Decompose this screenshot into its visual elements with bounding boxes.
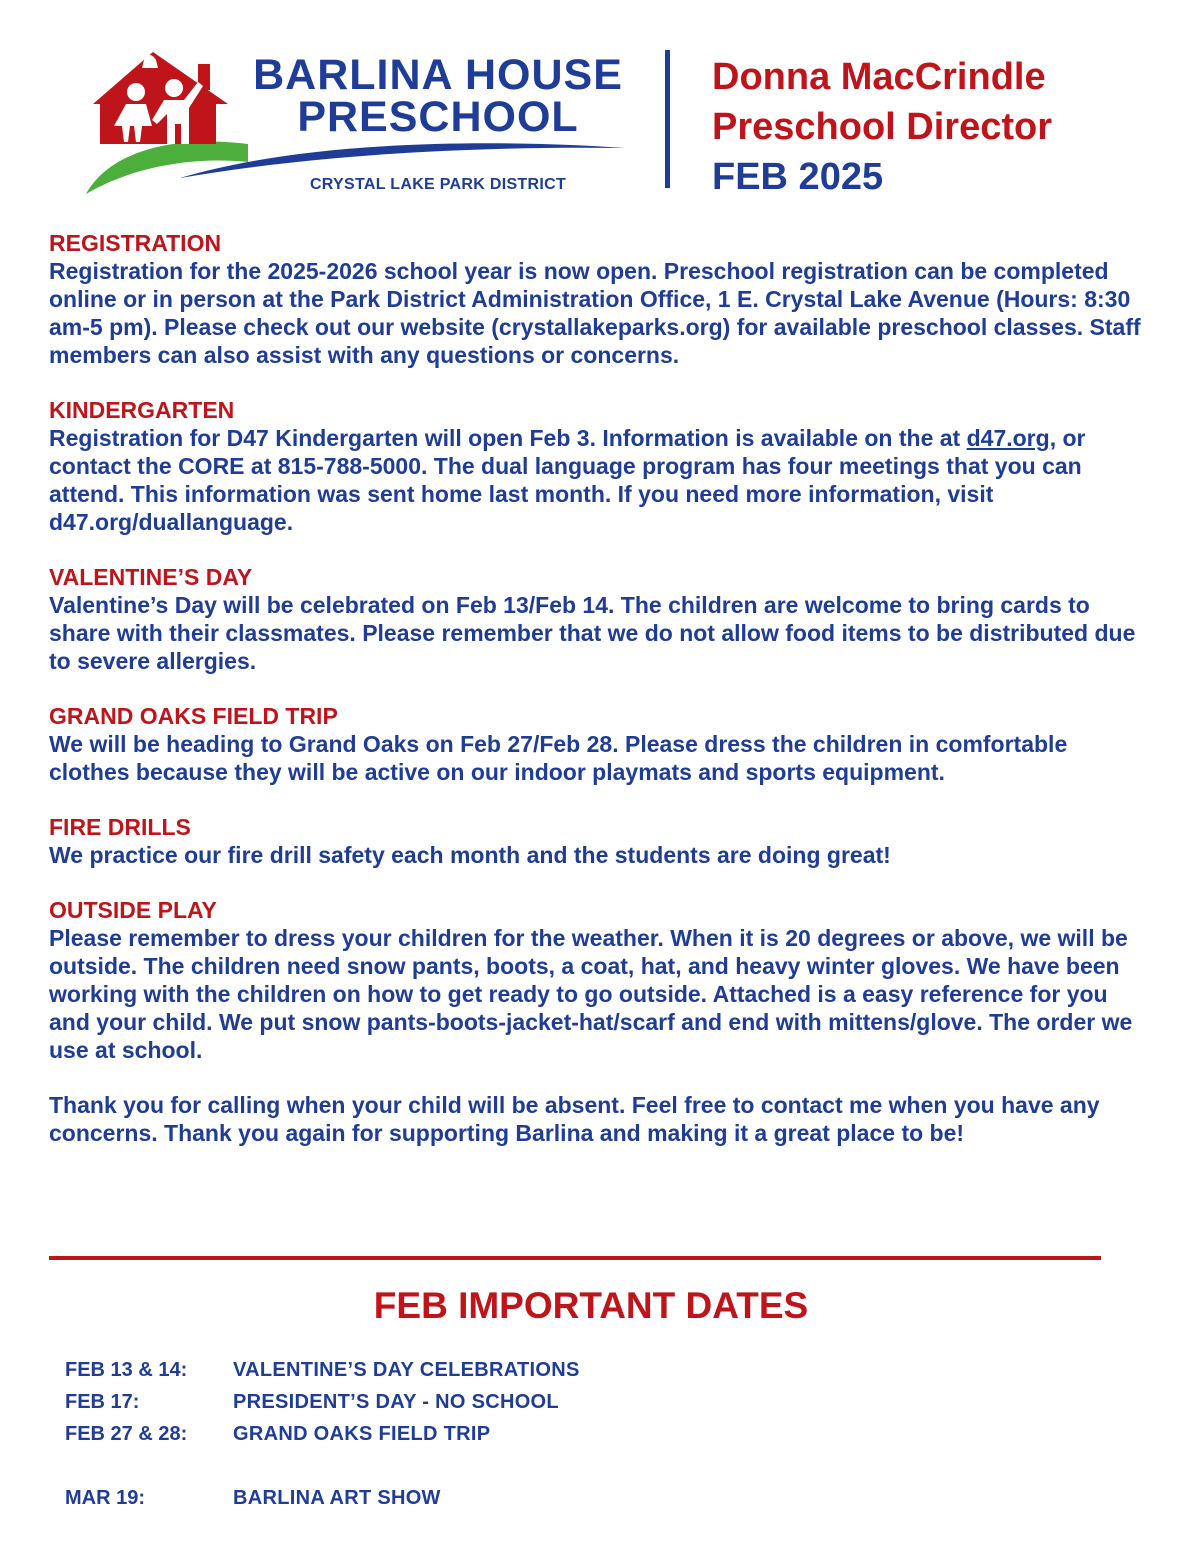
section-divider xyxy=(49,1256,1101,1260)
section-heading: OUTSIDE PLAY xyxy=(49,897,217,923)
section-field-trip xyxy=(49,702,1144,786)
closing-message: Thank you for calling when your child will be absent. Feel free to contact me when you have any concerns. Thank you again for supporting Barlina and making it a great place to be! xyxy=(49,1092,1100,1146)
date-label: MAR 19: xyxy=(65,1486,146,1509)
org-title-line2: PRESCHOOL xyxy=(297,93,579,141)
section-heading: KINDERGARTEN xyxy=(49,397,235,423)
d47-link[interactable]: d47.org xyxy=(966,425,1050,451)
date-event: GRAND OAKS FIELD TRIP xyxy=(233,1422,491,1445)
newsletter-content xyxy=(49,229,1144,1147)
date-event: PRESIDENT’S DAY - NO SCHOOL xyxy=(233,1390,559,1413)
section-heading: GRAND OAKS FIELD TRIP xyxy=(49,703,338,729)
section-heading: FIRE DRILLS xyxy=(49,814,191,840)
date-label: FEB 27 & 28: xyxy=(65,1422,188,1445)
date-event: BARLINA ART SHOW xyxy=(233,1486,441,1509)
org-title-line1: BARLINA HOUSE xyxy=(253,51,623,99)
section-kindergarten xyxy=(49,396,1144,536)
body-text-pre: Registration for D47 Kindergarten will open Feb 3. Information is available on the at xyxy=(49,425,967,451)
org-subtitle: CRYSTAL LAKE PARK DISTRICT xyxy=(309,176,567,193)
section-body: Please remember to dress your children for the weather. When it is 20 degrees or above, we will be outside. The children need snow pants, boots, a coat, hat, and heavy winter gloves. We have been working with the children on how to get ready to go outside. Attached is a easy reference for you and your child. We put snow pants-boots-jacket-hat/scarf and end with mittens/glove. The order we use at school. xyxy=(49,925,1133,1063)
org-title xyxy=(252,51,624,141)
section-body xyxy=(49,424,1144,536)
section-body: Valentine’s Day will be celebrated on Feb 13/Feb 14. The children are welcome to bring cards to share with their classmates. Please remember that we do not allow food items to be distributed due to severe allergies. xyxy=(49,592,1136,674)
date-row xyxy=(65,1418,765,1450)
issue-date: FEB 2025 xyxy=(712,156,884,198)
section-valentines xyxy=(49,563,1144,675)
date-row xyxy=(65,1482,765,1514)
date-row xyxy=(65,1354,765,1386)
section-registration xyxy=(49,229,1144,369)
date-label: FEB 17: xyxy=(65,1390,140,1413)
date-label: FEB 13 & 14: xyxy=(65,1358,188,1381)
section-body: We will be heading to Grand Oaks on Feb 27/Feb 28. Please dress the children in comfortable clothes because they will be active on our indoor playmats and sports equipment. xyxy=(49,731,1068,785)
section-body: We practice our fire drill safety each month and the students are doing great! xyxy=(49,842,891,868)
section-heading: REGISTRATION xyxy=(49,230,222,256)
logo-swoosh xyxy=(180,140,625,180)
section-body: Registration for the 2025-2026 school year is now open. Preschool registration can be completed online or in person at the Park District Administration Office, 1 E. Crystal Lake Avenue (Hours: 8:30 am-5 pm). Please check out our website (crystallakeparks.org) for available preschool classes. Staff members can also assist with any questions or concerns. xyxy=(49,258,1141,368)
section-outside-play xyxy=(49,896,1144,1064)
preschool-logo xyxy=(78,44,248,204)
important-dates-title: FEB IMPORTANT DATES xyxy=(373,1285,809,1326)
section-heading: VALENTINE’S DAY xyxy=(49,564,253,590)
director-name: Donna MacCrindle xyxy=(712,56,1046,98)
director-block xyxy=(712,52,1182,202)
date-event: VALENTINE’S DAY CELEBRATIONS xyxy=(233,1358,580,1381)
date-row xyxy=(65,1386,765,1418)
header-divider xyxy=(665,50,670,188)
body-text-post: , or contact the CORE at 815-788-5000. The dual language program has four meetings that you can attend. This information was sent home last month. If you need more information, visit d47.org/duallanguage. xyxy=(49,425,1086,535)
important-dates-list xyxy=(65,1354,765,1514)
section-fire-drills xyxy=(49,813,1144,869)
director-title: Preschool Director xyxy=(712,106,1052,148)
